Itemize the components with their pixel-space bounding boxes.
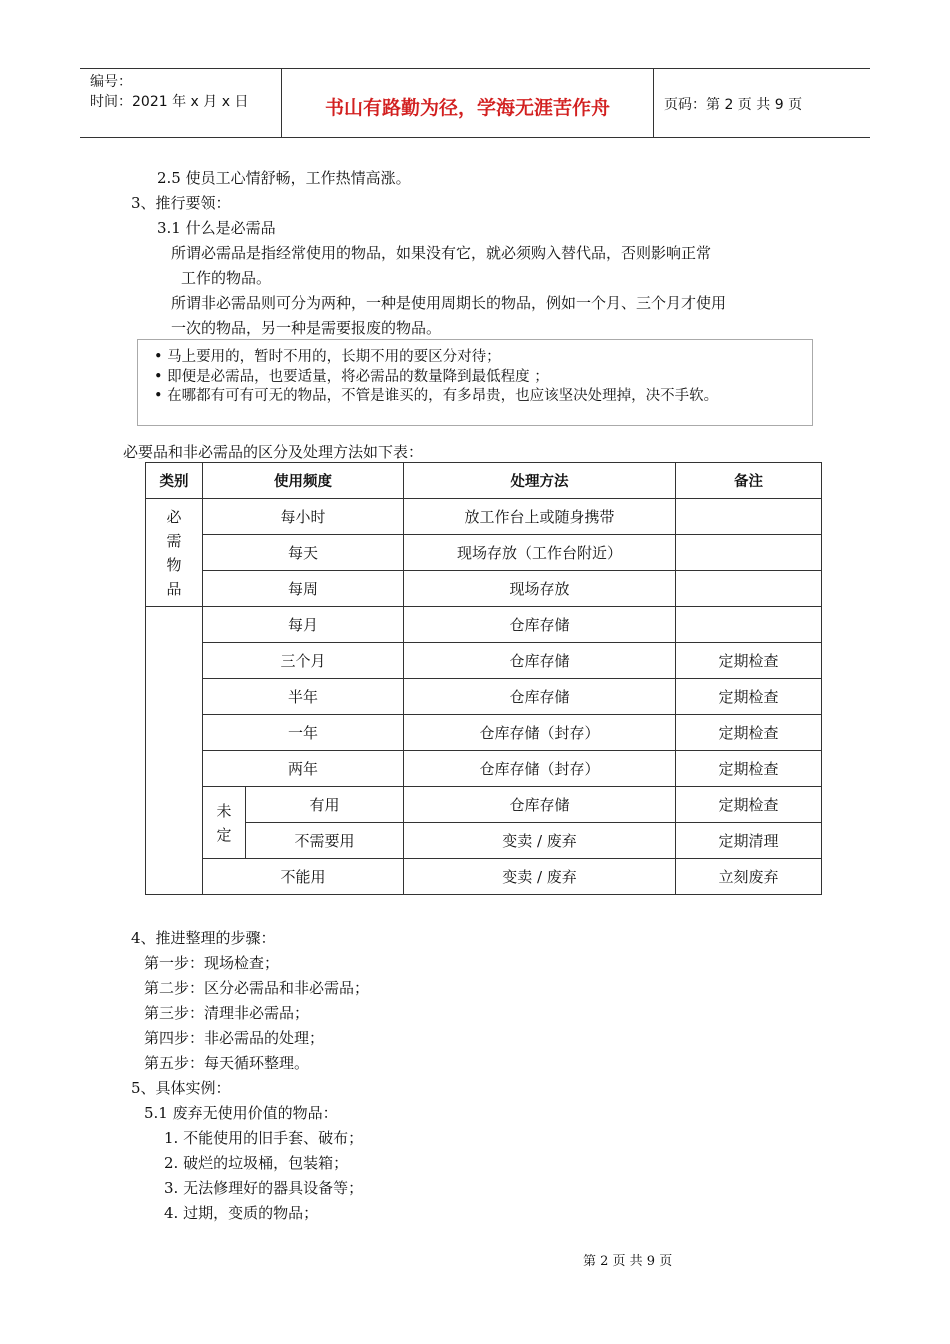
header-category: 类别 (146, 463, 203, 499)
classification-table (145, 462, 822, 895)
note-cell: 定期检查 (676, 679, 822, 715)
method-cell: 变卖 / 废弃 (404, 823, 676, 859)
note-cell (676, 571, 822, 607)
header-frequency: 使用频度 (203, 463, 404, 499)
frequency-cell: 一年 (203, 715, 404, 751)
method-cell: 仓库存储（封存） (404, 751, 676, 787)
note-cell: 定期检查 (676, 643, 822, 679)
section-3-title: 3、推行要领： (131, 194, 231, 212)
table-row (146, 715, 822, 751)
method-cell: 现场存放 (404, 571, 676, 607)
table-row (146, 823, 822, 859)
method-cell: 现场存放（工作台附近） (404, 535, 676, 571)
page-header (80, 68, 870, 138)
table-row (146, 679, 822, 715)
section-5-title: 5、具体实例： (131, 1079, 231, 1097)
step-item: 第一步：现场检查； (144, 954, 280, 972)
table-row (146, 571, 822, 607)
example-item: 4. 过期，变质的物品； (164, 1204, 319, 1222)
note-item: • 即便是必需品，也要适量，将必需品的数量降到最低程度 ； (154, 369, 549, 385)
table-row (146, 643, 822, 679)
date-label: 时间：2021 年 x 月 x 日 (90, 94, 249, 110)
frequency-cell: 三个月 (203, 643, 404, 679)
note-cell: 立刻废弃 (676, 859, 822, 895)
note-item: • 在哪都有可有可无的物品，不管是谁买的，有多昂贵，也应该坚决处理掉，决不手软。 (154, 388, 719, 404)
table-row (146, 499, 822, 535)
table-row (146, 859, 822, 895)
table-intro: 必要品和非必需品的区分及处理方法如下表： (123, 443, 424, 461)
note-cell (676, 607, 822, 643)
table-header-row (146, 463, 822, 499)
note-cell: 定期清理 (676, 823, 822, 859)
section-5-1-title: 5.1 废弃无使用价值的物品： (144, 1104, 338, 1122)
subcategory-undecided: 未 定 (203, 787, 246, 859)
step-item: 第二步：区分必需品和非必需品； (144, 979, 370, 997)
method-cell: 仓库存储 (404, 787, 676, 823)
method-cell: 仓库存储 (404, 679, 676, 715)
table-row (146, 787, 822, 823)
note-cell: 定期检查 (676, 787, 822, 823)
table-row (146, 607, 822, 643)
note-cell: 定期检查 (676, 715, 822, 751)
category-unneeded (146, 607, 203, 895)
header-method: 处理方法 (404, 463, 676, 499)
paragraph-2-5: 2.5 使员工心情舒畅，工作热情高涨。 (157, 169, 411, 187)
header-note: 备注 (676, 463, 822, 499)
frequency-cell: 不能用 (203, 859, 404, 895)
frequency-cell: 每天 (203, 535, 404, 571)
definition-required-line1: 所谓必需品是指经常使用的物品，如果没有它，就必须购入替代品，否则影响正常 (171, 244, 712, 262)
method-cell: 仓库存储（封存） (404, 715, 676, 751)
frequency-cell: 每小时 (203, 499, 404, 535)
frequency-cell: 两年 (203, 751, 404, 787)
definition-unneeded-line2: 一次的物品，另一种是需要报废的物品。 (171, 319, 442, 337)
definition-unneeded-line1: 所谓非必需品则可分为两种，一种是使用周期长的物品，例如一个月、三个月才使用 (171, 294, 727, 312)
frequency-cell: 不需要用 (246, 823, 404, 859)
motto: 书山有路勤为径，学海无涯苦作舟 (324, 97, 610, 119)
notes-box (137, 339, 813, 426)
table-row (146, 535, 822, 571)
definition-required-line2: 工作的物品。 (181, 269, 272, 287)
frequency-cell: 有用 (246, 787, 404, 823)
header-meta (80, 69, 282, 137)
serial-label: 编号： (90, 74, 132, 90)
section-4-title: 4、推进整理的步骤： (131, 929, 276, 947)
table-row (146, 751, 822, 787)
method-cell: 仓库存储 (404, 643, 676, 679)
header-motto-cell (282, 69, 654, 137)
page-number-label: 页码：第 2 页 共 9 页 (664, 97, 803, 113)
frequency-cell: 每周 (203, 571, 404, 607)
step-item: 第五步：每天循环整理。 (144, 1054, 310, 1072)
method-cell: 仓库存储 (404, 607, 676, 643)
frequency-cell: 每月 (203, 607, 404, 643)
example-item: 2. 破烂的垃圾桶，包装箱； (164, 1154, 349, 1172)
frequency-cell: 半年 (203, 679, 404, 715)
step-item: 第四步：非必需品的处理； (144, 1029, 325, 1047)
section-3-1-title: 3.1 什么是必需品 (157, 219, 276, 237)
step-item: 第三步：清理非必需品； (144, 1004, 310, 1022)
category-required: 必 需 物 品 (146, 499, 203, 607)
note-cell: 定期检查 (676, 751, 822, 787)
note-cell (676, 535, 822, 571)
page-footer: 第 2 页 共 9 页 (583, 1254, 673, 1269)
method-cell: 放工作台上或随身携带 (404, 499, 676, 535)
note-item: • 马上要用的，暂时不用的，长期不用的要区分对待； (154, 349, 501, 365)
method-cell: 变卖 / 废弃 (404, 859, 676, 895)
example-item: 1. 不能使用的旧手套、破布； (164, 1129, 364, 1147)
header-page-cell (654, 69, 870, 137)
example-item: 3. 无法修理好的器具设备等； (164, 1179, 364, 1197)
note-cell (676, 499, 822, 535)
